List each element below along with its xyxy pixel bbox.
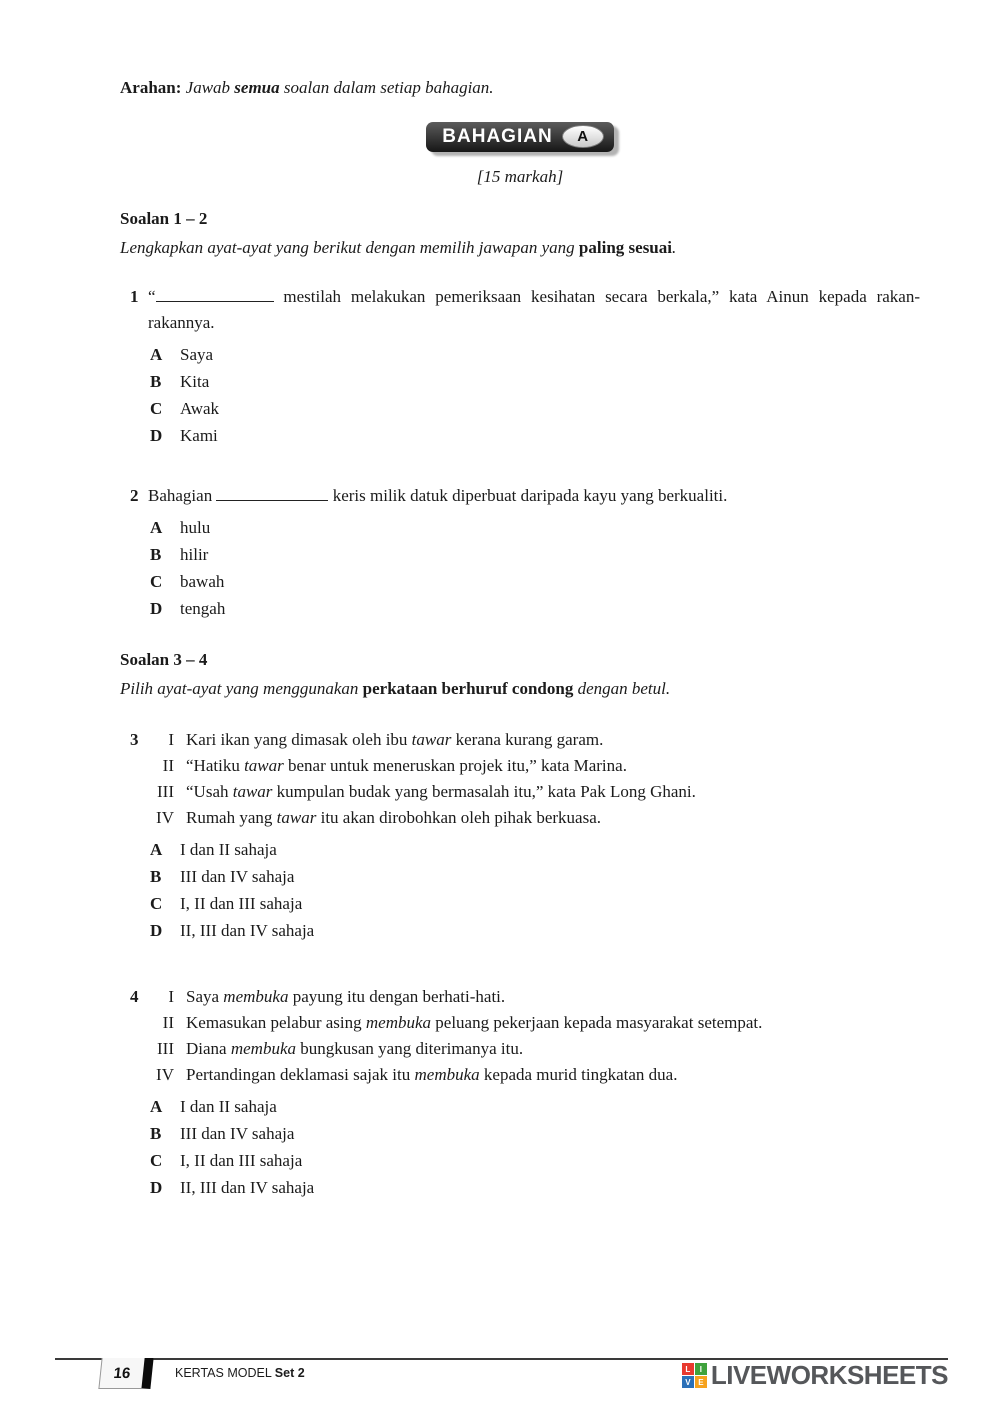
- q1-open-quote: “: [148, 287, 156, 306]
- instruction-post: .: [671, 238, 677, 257]
- q2-text-after-blank: keris milik datuk diperbuat daripada kayu yang berkualiti.: [328, 486, 728, 505]
- bahagian-letter-oval: [562, 125, 604, 148]
- question-4-options: [148, 1093, 920, 1201]
- roman-numeral: II: [162, 756, 174, 775]
- option-letter: A: [150, 840, 163, 859]
- statement-italic-word: membuka: [414, 1065, 480, 1084]
- statement-text: [186, 1062, 920, 1088]
- option-letter: D: [150, 426, 163, 445]
- question-2: [120, 483, 920, 622]
- roman-numeral: III: [157, 1039, 174, 1058]
- roman-numeral: III: [157, 782, 174, 801]
- question-3-options: [148, 836, 920, 944]
- option-text: III dan IV sahaja: [180, 867, 295, 886]
- statement-post: kepada murid tingkatan dua.: [479, 1065, 678, 1084]
- option-letter: A: [150, 345, 163, 364]
- question-1: [120, 284, 920, 449]
- statement-row: [148, 984, 920, 1010]
- liveworksheets-logo[interactable]: [682, 1360, 948, 1391]
- q2-blank-line: [216, 486, 328, 501]
- option-text: bawah: [180, 572, 225, 591]
- option-row: [148, 368, 920, 395]
- option-text: tengah: [180, 599, 226, 618]
- option-row: [148, 541, 920, 568]
- option-text: I, II dan III sahaja: [180, 1151, 303, 1170]
- option-row: [148, 863, 920, 890]
- kertas-bold: Set 2: [274, 1366, 305, 1380]
- statement-row: [148, 753, 920, 779]
- footer-kertas-label: [175, 1366, 305, 1380]
- roman-numeral: I: [168, 730, 174, 749]
- bahagian-badge-wrap: [120, 122, 920, 152]
- roman-numeral: I: [168, 987, 174, 1006]
- option-letter: B: [150, 545, 162, 564]
- option-text: II, III dan IV sahaja: [180, 1178, 315, 1197]
- option-row: [148, 1174, 920, 1201]
- page-number-tab: [98, 1358, 153, 1389]
- kertas-regular: KERTAS MODEL: [175, 1366, 275, 1380]
- q1-text-after-blank: mestilah melakukan pemeriksaan kesihatan secara berkala,” kata Ainun kepada rakan-rakannya.: [148, 287, 920, 332]
- question-3-number: 3: [130, 730, 139, 749]
- option-row: [148, 917, 920, 944]
- footer: [55, 1358, 948, 1404]
- statement-row: [148, 727, 920, 753]
- option-letter: D: [150, 599, 163, 618]
- statement-post: payung itu dengan berhati-hati.: [288, 987, 506, 1006]
- statement-post: kerana kurang garam.: [451, 730, 604, 749]
- question-2-text: [148, 483, 920, 509]
- option-row: [148, 422, 920, 449]
- bahagian-badge: [426, 122, 613, 152]
- statement-post: bungkusan yang diterimanya itu.: [296, 1039, 524, 1058]
- q1-blank-line: [156, 287, 274, 302]
- option-row: [148, 595, 920, 622]
- option-row: [148, 890, 920, 917]
- option-row: [148, 1147, 920, 1174]
- statement-pre: Pertandingan deklamasi sajak itu: [186, 1065, 415, 1084]
- question-1-options: [148, 341, 920, 449]
- option-row: [148, 836, 920, 863]
- statement-italic-word: membuka: [365, 1013, 432, 1032]
- option-letter: C: [150, 894, 163, 913]
- statement-pre: Saya: [186, 987, 224, 1006]
- question-4-body: [148, 984, 920, 1201]
- statement-pre: “Hatiku: [186, 756, 245, 775]
- liveworksheets-logo-squares: [682, 1363, 707, 1388]
- logo-square-i: I: [695, 1363, 707, 1375]
- arahan-line: [120, 78, 920, 98]
- question-4-number: 4: [130, 987, 139, 1006]
- option-row: [148, 514, 920, 541]
- statement-post: peluang pekerjaan kepada masyarakat setempat.: [431, 1013, 763, 1032]
- arahan-semua: semua: [234, 78, 280, 97]
- option-text: Kita: [180, 372, 210, 391]
- instruction-bold: paling sesuai: [578, 238, 672, 257]
- instruction-bold: perkataan berhuruf condong: [362, 679, 574, 698]
- statement-text: [186, 753, 920, 779]
- section-2-title: Soalan 3 – 4: [120, 650, 208, 669]
- logo-square-e: E: [695, 1376, 707, 1388]
- question-2-options: [148, 514, 920, 622]
- statement-text: [186, 1010, 920, 1036]
- option-letter: A: [150, 1097, 163, 1116]
- option-text: I, II dan III sahaja: [180, 894, 303, 913]
- option-text: Kami: [180, 426, 218, 445]
- statement-pre: Kari ikan yang dimasak oleh ibu: [186, 730, 412, 749]
- markah-line: [15 markah]: [476, 167, 564, 186]
- question-1-text: [148, 284, 920, 336]
- statement-text: [186, 805, 920, 831]
- arahan-label: Arahan:: [120, 78, 182, 97]
- logo-square-l: L: [682, 1363, 694, 1375]
- statement-text: [186, 779, 920, 805]
- statement-italic-word: membuka: [223, 987, 289, 1006]
- arahan-rest: soalan dalam setiap bahagian.: [279, 78, 494, 97]
- option-letter: C: [150, 399, 163, 418]
- roman-numeral: IV: [156, 1065, 174, 1084]
- option-text: Saya: [180, 345, 214, 364]
- statement-pre: Kemasukan pelabur asing: [186, 1013, 366, 1032]
- section-1-title: Soalan 1 – 2: [120, 209, 208, 228]
- statement-post: kumpulan budak yang bermasalah itu,” kata Pak Long Ghani.: [272, 782, 696, 801]
- page-number: 16: [112, 1364, 132, 1382]
- statement-row: [148, 1062, 920, 1088]
- statement-italic-word: tawar: [232, 782, 273, 801]
- instruction-pre: Pilih ayat-ayat yang menggunakan: [120, 679, 363, 698]
- question-2-body: [148, 483, 920, 622]
- statement-pre: “Usah: [186, 782, 233, 801]
- option-text: I dan II sahaja: [180, 840, 277, 859]
- statement-row: [148, 779, 920, 805]
- statement-post: itu akan dirobohkan oleh pihak berkuasa.: [316, 808, 602, 827]
- statement-row: [148, 805, 920, 831]
- statement-text: [186, 1036, 920, 1062]
- section-2-instruction: [120, 679, 920, 699]
- logo-square-v: V: [682, 1376, 694, 1388]
- roman-numeral: IV: [156, 808, 174, 827]
- statement-text: [186, 727, 920, 753]
- option-letter: D: [150, 1178, 163, 1197]
- option-letter: D: [150, 921, 163, 940]
- option-row: [148, 1120, 920, 1147]
- statement-italic-word: tawar: [276, 808, 317, 827]
- statement-pre: Rumah yang: [186, 808, 277, 827]
- section-1-instruction: [120, 238, 920, 258]
- statement-italic-word: tawar: [244, 756, 284, 775]
- option-letter: B: [150, 1124, 162, 1143]
- question-1-body: [148, 284, 920, 449]
- option-text: II, III dan IV sahaja: [180, 921, 315, 940]
- instruction-post: dengan betul.: [573, 679, 671, 698]
- question-2-number: 2: [130, 486, 139, 505]
- option-row: [148, 341, 920, 368]
- option-text: III dan IV sahaja: [180, 1124, 295, 1143]
- bahagian-label: BAHAGIAN: [442, 125, 553, 147]
- option-row: [148, 1093, 920, 1120]
- bahagian-letter: A: [577, 128, 589, 145]
- statement-post: benar untuk meneruskan projek itu,” kata Marina.: [283, 756, 627, 775]
- option-text: Awak: [180, 399, 220, 418]
- option-row: [148, 395, 920, 422]
- statement-row: [148, 1036, 920, 1062]
- statement-italic-word: tawar: [411, 730, 452, 749]
- option-letter: A: [150, 518, 163, 537]
- option-text: I dan II sahaja: [180, 1097, 277, 1116]
- statement-text: [186, 984, 920, 1010]
- q2-text-before-blank: Bahagian: [148, 486, 217, 505]
- statement-pre: Diana: [186, 1039, 231, 1058]
- roman-numeral: II: [162, 1013, 174, 1032]
- arahan-jawab: Jawab: [181, 78, 235, 97]
- statement-italic-word: membuka: [230, 1039, 296, 1058]
- option-letter: B: [150, 867, 162, 886]
- option-row: [148, 568, 920, 595]
- option-text: hulu: [180, 518, 211, 537]
- instruction-pre: Lengkapkan ayat-ayat yang berikut dengan memilih jawapan yang: [120, 238, 579, 257]
- option-letter: C: [150, 1151, 163, 1170]
- question-3: [120, 727, 920, 944]
- question-1-number: 1: [130, 287, 139, 306]
- statement-row: [148, 1010, 920, 1036]
- option-letter: C: [150, 572, 163, 591]
- question-3-body: [148, 727, 920, 944]
- question-4: [120, 984, 920, 1201]
- option-text: hilir: [180, 545, 209, 564]
- option-letter: B: [150, 372, 162, 391]
- liveworksheets-wordmark: LIVEWORKSHEETS: [710, 1360, 948, 1390]
